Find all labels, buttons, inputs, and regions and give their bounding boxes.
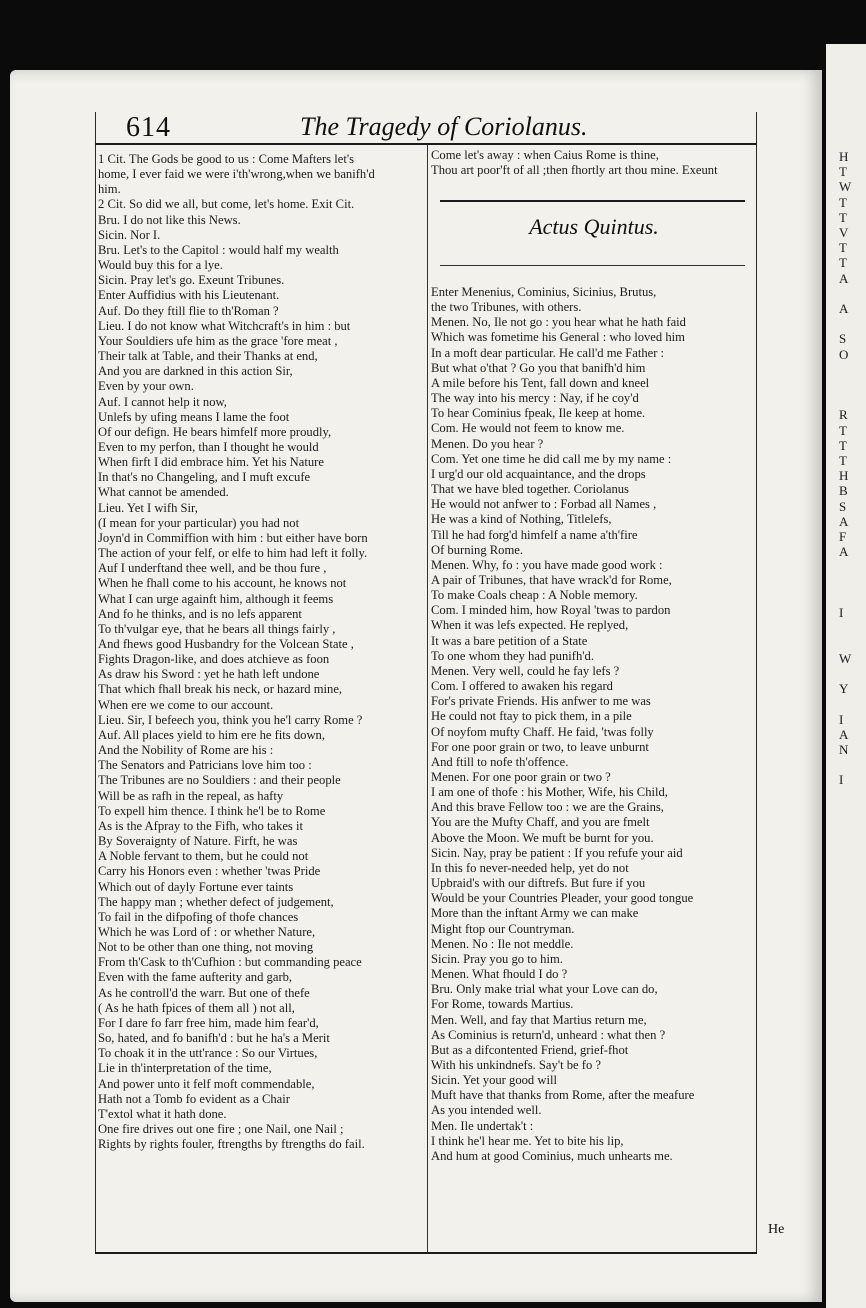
text-line: The Tribunes are no Souldiers : and their people: [98, 773, 341, 788]
text-line: Of noyfom mufty Chaff. He faid, 'twas folly: [431, 724, 654, 739]
text-line: Even with the fame aufterity and garb,: [98, 970, 293, 985]
running-title: The Tragedy of Coriolanus.: [300, 112, 588, 141]
text-line: Would be your Countries Pleader, your good tongue: [431, 891, 694, 906]
facing-letter: I: [839, 605, 844, 621]
text-line: I urg'd our old acquaintance, and the drops: [431, 466, 646, 481]
text-line: Bru. Let's to the Capitol : would half my wealth: [98, 242, 339, 257]
text-line: As Cominius is return'd, unheard : what then ?: [431, 1027, 666, 1042]
text-line: What cannot be amended.: [98, 485, 229, 500]
text-line: Auf. I cannot help it now,: [98, 394, 227, 409]
facing-letter: Y: [839, 681, 849, 697]
text-line: Your Souldiers ufe him as the grace 'fore meat ,: [98, 333, 338, 348]
text-line: Auf I underftand thee well, and be thou fure ,: [98, 561, 327, 576]
facing-letter: T: [839, 209, 847, 225]
text-line: Com. I minded him, how Royal 'twas to pardon: [431, 603, 671, 618]
facing-letter: T: [839, 240, 847, 256]
text-line: To expell him thence. I think he'l be to Rome: [98, 803, 326, 818]
facing-letter: A: [839, 726, 849, 742]
facing-letter: [839, 377, 853, 392]
text-line: the two Tribunes, with others.: [431, 300, 582, 315]
facing-letter: T: [839, 164, 847, 180]
page-number: 614: [126, 112, 171, 143]
text-line: By Soveraignty of Nature. Firft, he was: [98, 834, 298, 849]
text-line: A pair of Tribunes, that have wrack'd for Rome,: [431, 572, 672, 587]
text-line: He could not ftay to pick them, in a pile: [431, 709, 632, 724]
text-line: Of our defign. He bears himfelf more proudly,: [98, 424, 332, 439]
facing-letter: [839, 575, 853, 590]
facing-letter: [839, 559, 853, 574]
facing-letter: A: [839, 301, 849, 317]
text-line: Men. Ile undertak't :: [431, 1118, 534, 1133]
text-line: 2 Cit. So did we all, but come, let's home. Exit Cit.: [98, 197, 355, 212]
facing-letter: S: [839, 331, 847, 347]
text-line: Enter Auffidius with his Lieutenant.: [98, 288, 280, 303]
act-rule-top: [440, 200, 745, 202]
act-rule-bottom: [440, 265, 745, 266]
text-line: To hear Cominius fpeak, Ile keep at home.: [431, 406, 646, 421]
text-line: A mile before his Tent, fall down and kneel: [431, 375, 650, 390]
text-line: Sicin. Nor I.: [98, 227, 161, 242]
text-line: And you are darkned in this action Sir,: [98, 364, 293, 379]
text-line: Thou art poor'ft of all ;then fhortly art thou mine. Exeunt: [431, 163, 718, 178]
text-line: With his unkindnefs. Say't be fo ?: [431, 1057, 602, 1072]
text-line: Menen. Do you hear ?: [431, 436, 544, 451]
text-line: Carry his Honors even : whether 'twas Pride: [98, 864, 321, 879]
text-line: As he controll'd the warr. But one of thefe: [98, 985, 310, 1000]
text-line: Com. Yet one time he did call me by my name :: [431, 451, 672, 466]
facing-letter: [839, 666, 853, 681]
facing-letter: S: [839, 498, 847, 514]
text-line: From th'Cask to th'Cufhion : but commanding peace: [98, 955, 362, 970]
text-line: He would not anfwer to : Forbad all Names ,: [431, 497, 657, 512]
facing-letter: O: [839, 346, 849, 362]
text-line: Joyn'd in Commiffion with him : but either have born: [98, 530, 368, 545]
text-line: him.: [98, 182, 121, 197]
text-line: But what o'that ? Go you that banifh'd him: [431, 360, 646, 375]
act-heading: Actus Quintus.: [529, 214, 659, 239]
text-line: Lie in th'interpretation of the time,: [98, 1061, 272, 1076]
text-line: And fo he thinks, and is no lefs apparent: [98, 606, 302, 621]
text-line: Menen. No : Ile not meddle.: [431, 936, 574, 951]
text-line: Of burning Rome.: [431, 542, 523, 557]
text-line: I am one of thofe : his Mother, Wife, his Child,: [431, 785, 668, 800]
facing-letter: H: [839, 149, 849, 164]
text-line: Which out of dayly Fortune ever taints: [98, 879, 294, 894]
text-line: When he fhall come to his account, he knows not: [98, 576, 347, 591]
text-line: For one poor grain or two, to leave unburnt: [431, 739, 649, 754]
text-line: Menen. Why, fo : you have made good work :: [431, 557, 663, 572]
text-line: Auf. Do they ftill flie to th'Roman ?: [98, 303, 279, 318]
facing-letter: T: [839, 255, 847, 271]
text-line: One fire drives out one fire ; one Nail, one Nail ;: [98, 1122, 344, 1136]
facing-letter: [839, 316, 853, 331]
text-line: Lieu. Sir, I befeech you, think you he'l carry Rome ?: [98, 712, 363, 727]
text-line: 1 Cit. The Gods be good to us : Come Mafters let's: [98, 152, 354, 166]
text-line: As draw his Sword : yet he hath left undone: [98, 667, 320, 682]
facing-letter: V: [839, 225, 849, 241]
text-line: As is the Afpray to the Fifh, who takes it: [98, 818, 303, 833]
text-line: The action of your felf, or elfe to him had left it folly.: [98, 546, 368, 561]
text-line: Muft have that thanks from Rome, after the meafure: [431, 1088, 695, 1103]
facing-letter: [839, 757, 853, 772]
facing-letter: T: [839, 453, 847, 469]
right-column: [431, 285, 757, 1164]
facing-letter: W: [839, 650, 852, 666]
text-line: But as a difcontented Friend, grief-fhot: [431, 1042, 629, 1057]
text-line: Would buy this for a lye.: [98, 258, 223, 273]
text-line: Not to be other than one thing, not moving: [98, 940, 314, 955]
text-line: Auf. All places yield to him ere he fits down,: [98, 727, 325, 742]
facing-letter: I: [839, 772, 844, 788]
facing-letter: T: [839, 194, 847, 210]
text-line: Fights Dragon-like, and does atchieve as foon: [98, 652, 330, 667]
header-rule: [95, 143, 757, 145]
text-line: So, hated, and fo banifh'd : but he ha's a Merit: [98, 1031, 330, 1046]
text-line: Enter Menenius, Cominius, Sicinius, Brutus,: [431, 285, 657, 299]
text-line: Menen. No, Ile not go : you hear what he hath faid: [431, 315, 686, 330]
text-line: Men. Well, and fay that Martius return me,: [431, 1012, 647, 1027]
facing-letter: [839, 636, 853, 651]
text-line: Lieu. I do not know what Witchcraft's in him : but: [98, 318, 351, 333]
text-line: Hath not a Tomb fo evident as a Chair: [98, 1091, 290, 1106]
text-line: (I mean for your particular) you had not: [98, 515, 300, 530]
text-line: In a moft dear particular. He call'd me Father :: [431, 345, 665, 360]
facing-page-edge: [826, 44, 866, 1308]
text-line: To fail in the difpofing of thofe chances: [98, 909, 299, 924]
left-column: [98, 152, 428, 1152]
text-line: When ere we come to our account.: [98, 697, 274, 712]
facing-letter: [839, 590, 853, 605]
text-line: For I dare fo farr free him, made him fear'd,: [98, 1015, 319, 1030]
text-line: More than the inftant Army we can make: [431, 906, 639, 921]
text-line: And ftill to nofe th'offence.: [431, 754, 569, 769]
text-line: Rights by rights fouler, ftrengths by ftrengths do fail.: [98, 1137, 365, 1152]
facing-letter: [839, 286, 853, 301]
text-line: He was a kind of Nothing, Titlelefs,: [431, 512, 612, 527]
text-line: Com. I offered to awaken his regard: [431, 679, 613, 694]
facing-letter: [839, 362, 853, 377]
text-line: Even to my perfon, than I thought he would: [98, 439, 319, 454]
text-line: The way into his mercy : Nay, if he coy'd: [431, 391, 639, 406]
facing-page-letters: [839, 149, 853, 788]
facing-letter: [839, 392, 853, 407]
text-line: Unlefs by ufing means I lame the foot: [98, 409, 290, 424]
text-line: As you intended well.: [431, 1103, 542, 1118]
text-line: T'extol what it hath done.: [98, 1106, 227, 1121]
text-line: Bru. Only make trial what your Love can do,: [431, 982, 658, 997]
catchword: He: [768, 1222, 785, 1237]
text-line: Sicin. Nay, pray be patient : If you refufe your aid: [431, 845, 683, 860]
text-line: Their talk at Table, and their Thanks at end,: [98, 349, 318, 364]
text-line: Will be as rafh in the repeal, as hafty: [98, 788, 284, 803]
text-line: When it was lefs expected. He replyed,: [431, 618, 629, 633]
facing-letter: T: [839, 437, 847, 453]
text-line: Come let's away : when Caius Rome is thine,: [431, 148, 659, 162]
text-line: For's private Friends. His anfwer to me was: [431, 694, 651, 709]
text-line: To th'vulgar eye, that he bears all things fairly ,: [98, 621, 336, 636]
text-line: A Noble fervant to them, but he could not: [98, 849, 309, 864]
facing-letter: [839, 696, 853, 711]
facing-letter: R: [839, 407, 848, 423]
text-line: When firft I did embrace him. Yet his Nature: [98, 455, 324, 470]
text-line: Above the Moon. We muft be burnt for you.: [431, 830, 654, 845]
facing-letter: A: [839, 544, 849, 560]
facing-letter: [839, 620, 853, 635]
facing-letter: F: [839, 529, 847, 545]
text-line: The Senators and Patricians love him too :: [98, 758, 312, 773]
text-line: Sicin. Yet your good will: [431, 1073, 557, 1088]
text-line: Menen. What fhould I do ?: [431, 967, 568, 982]
text-line: Even by your own.: [98, 379, 194, 394]
text-line: Sicin. Pray let's go. Exeunt Tribunes.: [98, 273, 285, 288]
text-line: In that's no Changeling, and I muft excufe: [98, 470, 311, 485]
footer-rule: [95, 1252, 757, 1254]
text-line: I think he'l hear me. Yet to bite his lip,: [431, 1133, 624, 1148]
facing-letter: A: [839, 513, 849, 529]
text-line: Might ftop our Countryman.: [431, 921, 575, 936]
text-line: Which was fometime his General : who loved him: [431, 330, 685, 345]
text-line: Which he was Lord of : or whether Nature,: [98, 924, 316, 939]
text-line: To one whom they had punifh'd.: [431, 648, 594, 663]
text-line: To make Coals cheap : A Noble memory.: [431, 588, 638, 603]
right-column-top: [431, 148, 757, 178]
text-line: To choak it in the utt'rance : So our Virtues,: [98, 1046, 318, 1061]
facing-letter: B: [839, 483, 848, 499]
text-line: Upbraid's with our diftrefs. But fure if you: [431, 876, 646, 891]
facing-letter: A: [839, 270, 849, 286]
text-line: In this fo never-needed help, yet do not: [431, 860, 629, 875]
text-line: And the Nobility of Rome are his :: [98, 743, 274, 758]
facing-letter: N: [839, 741, 849, 757]
text-line: And fhews good Husbandry for the Volcean State ,: [98, 637, 354, 651]
text-line: It was a bare petition of a State: [431, 633, 588, 648]
facing-letter: T: [839, 422, 847, 438]
text-line: And hum at good Cominius, much unhearts me.: [431, 1148, 673, 1163]
text-line: The happy man ; whether defect of judgement,: [98, 894, 334, 909]
facing-letter: W: [839, 179, 852, 195]
text-line: What I can urge againft him, although it feems: [98, 591, 334, 606]
text-line: You are the Mufty Chaff, and you are fmelt: [431, 815, 650, 830]
text-line: Menen. Very well, could he fay lefs ?: [431, 663, 620, 678]
text-line: That we have bled together. Coriolanus: [431, 482, 629, 497]
facing-letter: H: [839, 468, 849, 484]
text-line: And power unto it felf moft commendable,: [98, 1076, 315, 1091]
text-line: Com. He would not feem to know me.: [431, 421, 625, 436]
text-line: Menen. For one poor grain or two ?: [431, 770, 611, 784]
text-line: For Rome, towards Martius.: [431, 997, 574, 1012]
text-line: ( As he hath fpices of them all ) not all,: [98, 1000, 295, 1015]
text-line: That which fhall break his neck, or hazard mine,: [98, 682, 343, 697]
facing-letter: I: [839, 711, 844, 727]
text-line: Sicin. Pray you go to him.: [431, 951, 563, 966]
text-line: Lieu. Yet I wifh Sir,: [98, 500, 198, 515]
text-line: Till he had forg'd himfelf a name a'th'fire: [431, 527, 638, 542]
text-line: And this brave Fellow too : we are the Grains,: [431, 800, 664, 815]
text-line: home, I ever faid we were i'th'wrong,when we banifh'd: [98, 167, 375, 182]
text-line: Bru. I do not like this News.: [98, 212, 241, 227]
